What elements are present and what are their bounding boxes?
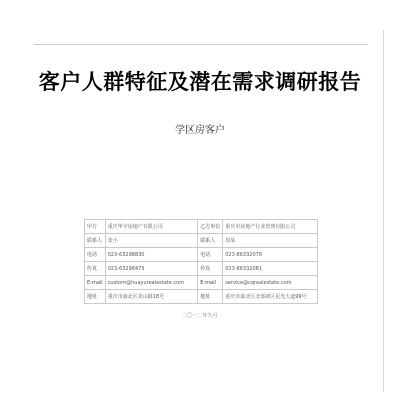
contact-a-value: 张小 — [105, 234, 198, 248]
header-rule — [34, 44, 368, 45]
email-a-label: E-mail — [85, 276, 106, 290]
fax-b-value: 023-86332081 — [223, 262, 318, 276]
address-b-value: 重庆市渝北区北部新区星光大道99号 — [223, 290, 318, 304]
table-row — [85, 220, 318, 234]
address-a-label: 地址 — [85, 290, 106, 304]
fax-a-value: 023-63298473 — [105, 262, 198, 276]
email-a-value: custom@huayurealestate.com — [105, 276, 198, 290]
contact-a-label: 联系人 — [85, 234, 106, 248]
table-row — [85, 248, 318, 262]
table-row — [85, 276, 318, 290]
address-b-label: 地址 — [198, 290, 223, 304]
party-a-value: 重庆华宇房地产有限公司 — [105, 220, 198, 234]
table-row — [85, 234, 318, 248]
contact-info-table — [84, 219, 318, 304]
party-a-label: 甲方 — [85, 220, 106, 234]
table-row — [85, 262, 318, 276]
contact-b-label: 联系人 — [198, 234, 223, 248]
phone-a-label: 电话 — [85, 248, 106, 262]
fax-a-label: 传真 — [85, 262, 106, 276]
email-b-value: service@cqrealestate.com — [223, 276, 318, 290]
table-row — [85, 290, 318, 304]
fax-b-label: 传真 — [198, 262, 223, 276]
document-date: 二〇一二年九月 — [182, 313, 218, 319]
email-b-label: E-mail — [198, 276, 223, 290]
party-b-label: 乙方单位 — [198, 220, 223, 234]
phone-a-value: 023-63298830 — [105, 248, 198, 262]
phone-b-label: 电话 — [198, 248, 223, 262]
document-subtitle: 学区房客户 — [175, 125, 225, 136]
document-title: 客户人群特征及潜在需求调研报告 — [38, 70, 362, 94]
party-b-value: 重庆市房地产行业管理有限公司 — [223, 220, 318, 234]
address-a-value: 重庆市渝北区龙山路18号 — [105, 290, 198, 304]
phone-b-value: 023-86332076 — [223, 248, 318, 262]
contact-b-value: 周某 — [223, 234, 318, 248]
